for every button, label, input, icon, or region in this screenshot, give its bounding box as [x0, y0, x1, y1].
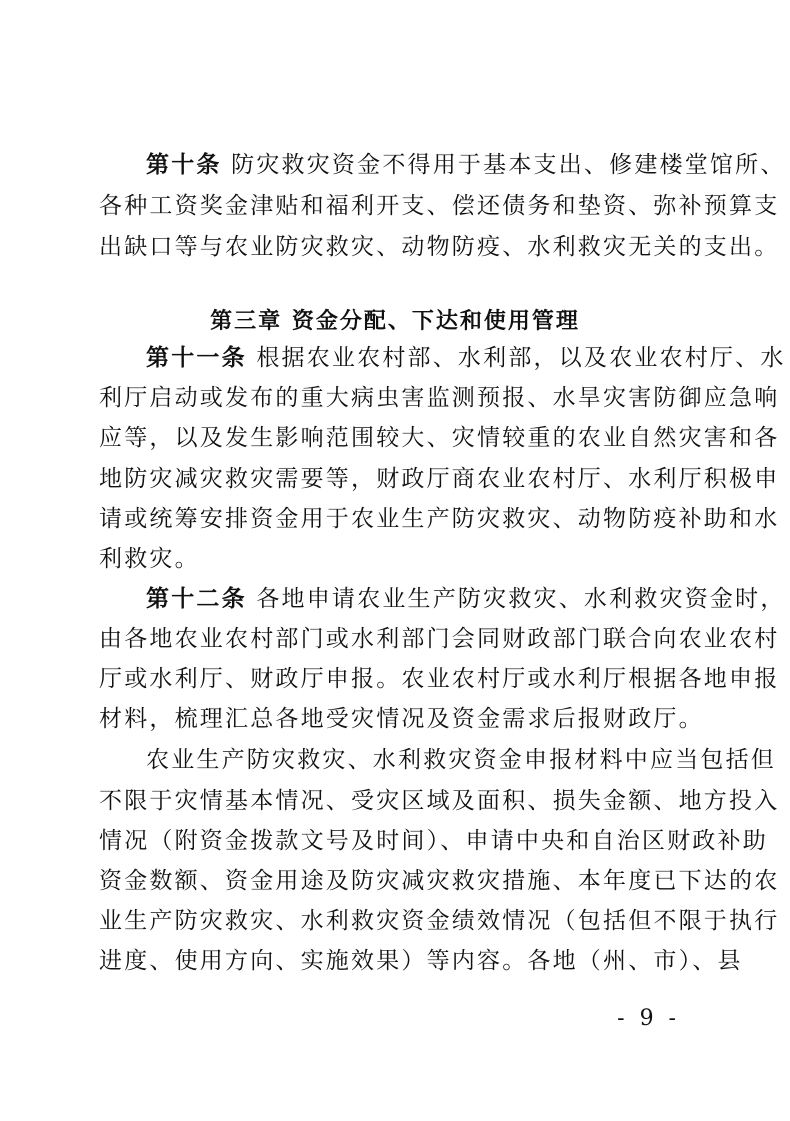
page-number: - 9 - — [617, 1006, 680, 1031]
materials-line-1: 农业生产防灾救灾、水利救灾资金申报材料中应当包括但 — [146, 747, 776, 773]
article-11-line-2: 利厅启动或发布的重大病虫害监测预报、水旱灾害防御应急响 — [99, 385, 780, 411]
article-10-line-3: 出缺口等与农业防灾救灾、动物防疫、水利救灾无关的支出。 — [99, 234, 780, 260]
chapter-3-heading: 第三章 资金分配、下达和使用管理 — [210, 309, 580, 334]
materials-line-5: 业生产防灾救灾、水利救灾资金绩效情况（包括但不限于执行 — [99, 908, 780, 934]
article-11-text-1: 根据农业农村部、水利部，以及农业农村厅、水 — [256, 345, 786, 371]
materials-line-6: 进度、使用方向、实施效果）等内容。各地（州、市）、县 — [99, 948, 743, 974]
article-11-line-5: 请或统筹安排资金用于农业生产防灾救灾、动物防疫补助和水 — [99, 506, 780, 532]
article-12-line-3: 厅或水利厅、财政厅申报。农业农村厅或水利厅根据各地申报 — [99, 666, 780, 692]
article-12-label: 第十二条 — [146, 586, 247, 612]
article-11-line-4: 地防灾减灾救灾需要等，财政厅商农业农村厅、水利厅积极申 — [99, 466, 780, 492]
article-12-line-2: 由各地农业农村部门或水利部门会同财政部门联合向农业农村 — [99, 626, 780, 652]
materials-line-4: 资金数额、资金用途及防灾减灾救灾措施、本年度已下达的农 — [99, 868, 780, 894]
materials-line-2: 不限于灾情基本情况、受灾区域及面积、损失金额、地方投入 — [99, 788, 780, 814]
article-11-label: 第十一条 — [146, 345, 247, 371]
article-11-line-6: 利救灾。 — [99, 546, 200, 572]
article-10-line-1 — [146, 150, 786, 180]
materials-line-3: 情况（附资金拨款文号及时间）、申请中央和自治区财政补助 — [99, 828, 768, 854]
article-12-line-4: 材料，梳理汇总各地受灾情况及资金需求后报财政厅。 — [99, 706, 704, 732]
article-12-line-1 — [146, 584, 786, 614]
article-10-text-1: 防灾救灾资金不得用于基本支出、修建楼堂馆所、 — [231, 152, 786, 178]
article-12-text-1: 各地申请农业生产防灾救灾、水利救灾资金时， — [256, 586, 786, 612]
article-10-line-2: 各种工资奖金津贴和福利开支、偿还债务和垫资、弥补预算支 — [99, 193, 780, 219]
article-10-label: 第十条 — [146, 152, 222, 178]
article-11-line-1 — [146, 343, 786, 373]
article-11-line-3: 应等，以及发生影响范围较大、灾情较重的农业自然灾害和各 — [99, 425, 780, 451]
